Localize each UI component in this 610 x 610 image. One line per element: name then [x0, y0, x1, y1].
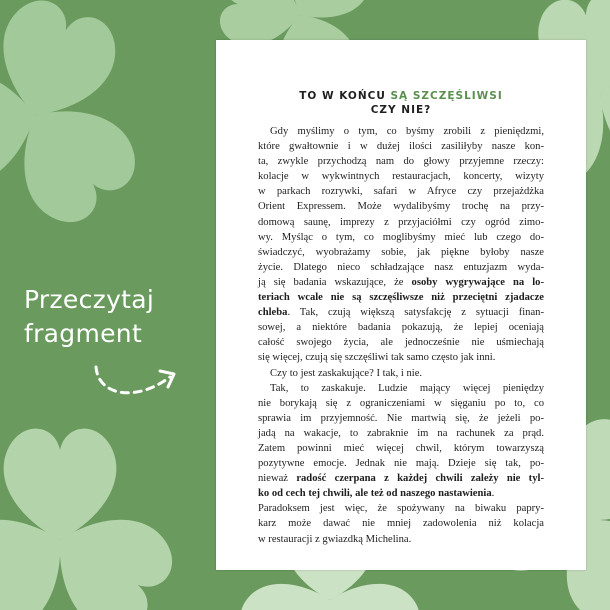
heading-line-2: CZY NIE?: [370, 104, 432, 116]
read-excerpt-label[interactable]: [24, 283, 154, 351]
text-segment: nie borykają się z ograniczeniami w sięganiu po to, co: [258, 397, 544, 409]
text-segment: sprawia im przyjemność. Nie martwią się, że jeżeli po-: [258, 412, 544, 424]
text-segment: Gdy myślimy o tym, co byśmy zrobili z pieniędzmi,: [270, 126, 544, 137]
text-line: [258, 275, 544, 290]
text-line: [258, 456, 544, 471]
text-segment: świadczyć, wyobrażamy sobie, jak piękne byłoby nasze: [258, 246, 544, 258]
text-segment: życie. Dlatego nieco schładzające nasz entuzjazm wyda-: [258, 261, 544, 273]
text-line: [258, 501, 544, 516]
text-line: [258, 441, 544, 456]
text-line: [258, 411, 544, 426]
text-segment: Paradoksem jest więc, że spożywany na biwaku papry-: [258, 503, 544, 515]
text-line: [258, 381, 544, 396]
text-line: [258, 169, 544, 184]
text-segment: sowej, a niektóre badania pokazują, że lepiej oceniają: [258, 322, 544, 334]
text-segment: wy. Myśląc o tym, co moglibyśmy mieć lub czego do-: [258, 231, 544, 243]
text-line: [258, 516, 544, 531]
chapter-heading: [216, 89, 586, 117]
text-line: [258, 396, 544, 411]
text-segment: ją się badania wskazujące, że: [258, 276, 412, 288]
text-segment: . Tak, czują większą satysfakcję z sytuacji finan-: [287, 307, 544, 319]
text-segment: w restauracji z gwiazdką Michelina.: [258, 533, 412, 545]
text-line: [258, 471, 544, 486]
curved-arrow-icon: [90, 355, 185, 405]
text-line: [258, 230, 544, 245]
text-line: [258, 486, 544, 501]
text-segment: .: [491, 488, 495, 500]
clover-bottom-left: [0, 429, 185, 610]
bold-text: osoby wygrywające na lo-: [411, 276, 544, 288]
promo-line-2: fragment: [24, 319, 143, 348]
text-line: [258, 260, 544, 275]
text-segment: Orient Expressem. Może wydalibyśmy trochę na przy-: [258, 201, 544, 213]
promo-line-1: Przeczytaj: [24, 285, 155, 314]
bold-text: teriach wcale nie są szczęśliwsze niż przeciętni zjadacze: [258, 292, 544, 304]
text-segment: Czy to jest zaskakujące? I tak, i nie.: [270, 367, 423, 379]
text-line: [258, 350, 544, 365]
text-line: [258, 215, 544, 230]
text-segment: ta, zwykle przychodzą nam do głowy przyjemne rzeczy:: [258, 156, 544, 168]
text-line: [258, 305, 544, 320]
text-segment: karz może dawać nie mniej zadowolenia niż kolacja: [258, 518, 544, 530]
body-text: [258, 124, 544, 547]
text-line: [258, 366, 544, 381]
text-line: [258, 335, 544, 350]
text-segment: domową saunę, imprezy z przyjaciółmi czy ogród zimo-: [258, 216, 544, 228]
text-line: [258, 139, 544, 154]
bold-text: radość czerpana z każdej chwili zależy nie tyl-: [296, 473, 544, 485]
text-line: [258, 290, 544, 305]
text-segment: w parkach rozrywki, safari w Afryce czy przejażdżka: [258, 186, 544, 198]
bold-text: chleba: [258, 307, 288, 319]
text-line: [258, 532, 544, 547]
text-line: [258, 426, 544, 441]
bold-text: ko od cech tej chwili, ale też od naszego nastawienia: [258, 488, 492, 500]
book-page: [216, 40, 586, 570]
text-line: [258, 154, 544, 169]
text-segment: które gwałtownie i w dużej ilości zasiliłyby nasze kon-: [258, 141, 544, 153]
text-segment: nieważ: [258, 473, 297, 485]
text-segment: Zatem powinni mieć więcej chwil, którym towarzyszą: [258, 442, 544, 454]
text-line: [258, 184, 544, 199]
heading-highlight: SĄ SZCZĘŚLIWSI: [390, 90, 503, 102]
text-segment: Tak, to zaskakuje. Ludzie mający więcej pieniędzy: [270, 382, 544, 394]
text-segment: jadą na wakacje, to zabraknie im na rachunek za prąd.: [258, 427, 544, 439]
text-line: [258, 199, 544, 214]
text-segment: pozytywne emocje. Jednak nie mają. Dzieje się tak, po-: [258, 458, 544, 470]
heading-line-1: [216, 89, 586, 103]
text-line: [258, 245, 544, 260]
text-segment: się więcej, czują się szczęśliwi tak samo często jak inni.: [258, 352, 496, 364]
clover-top-left: [0, 0, 150, 237]
text-segment: całość swojego życia, ale jednocześnie nie uśmiechają: [258, 337, 544, 349]
text-line: [258, 320, 544, 335]
text-line: [258, 124, 544, 139]
heading-prefix: TO W KOŃCU: [299, 90, 391, 102]
text-segment: kolacje w wykwintnych restauracjach, koncerty, wizyty: [258, 171, 544, 183]
